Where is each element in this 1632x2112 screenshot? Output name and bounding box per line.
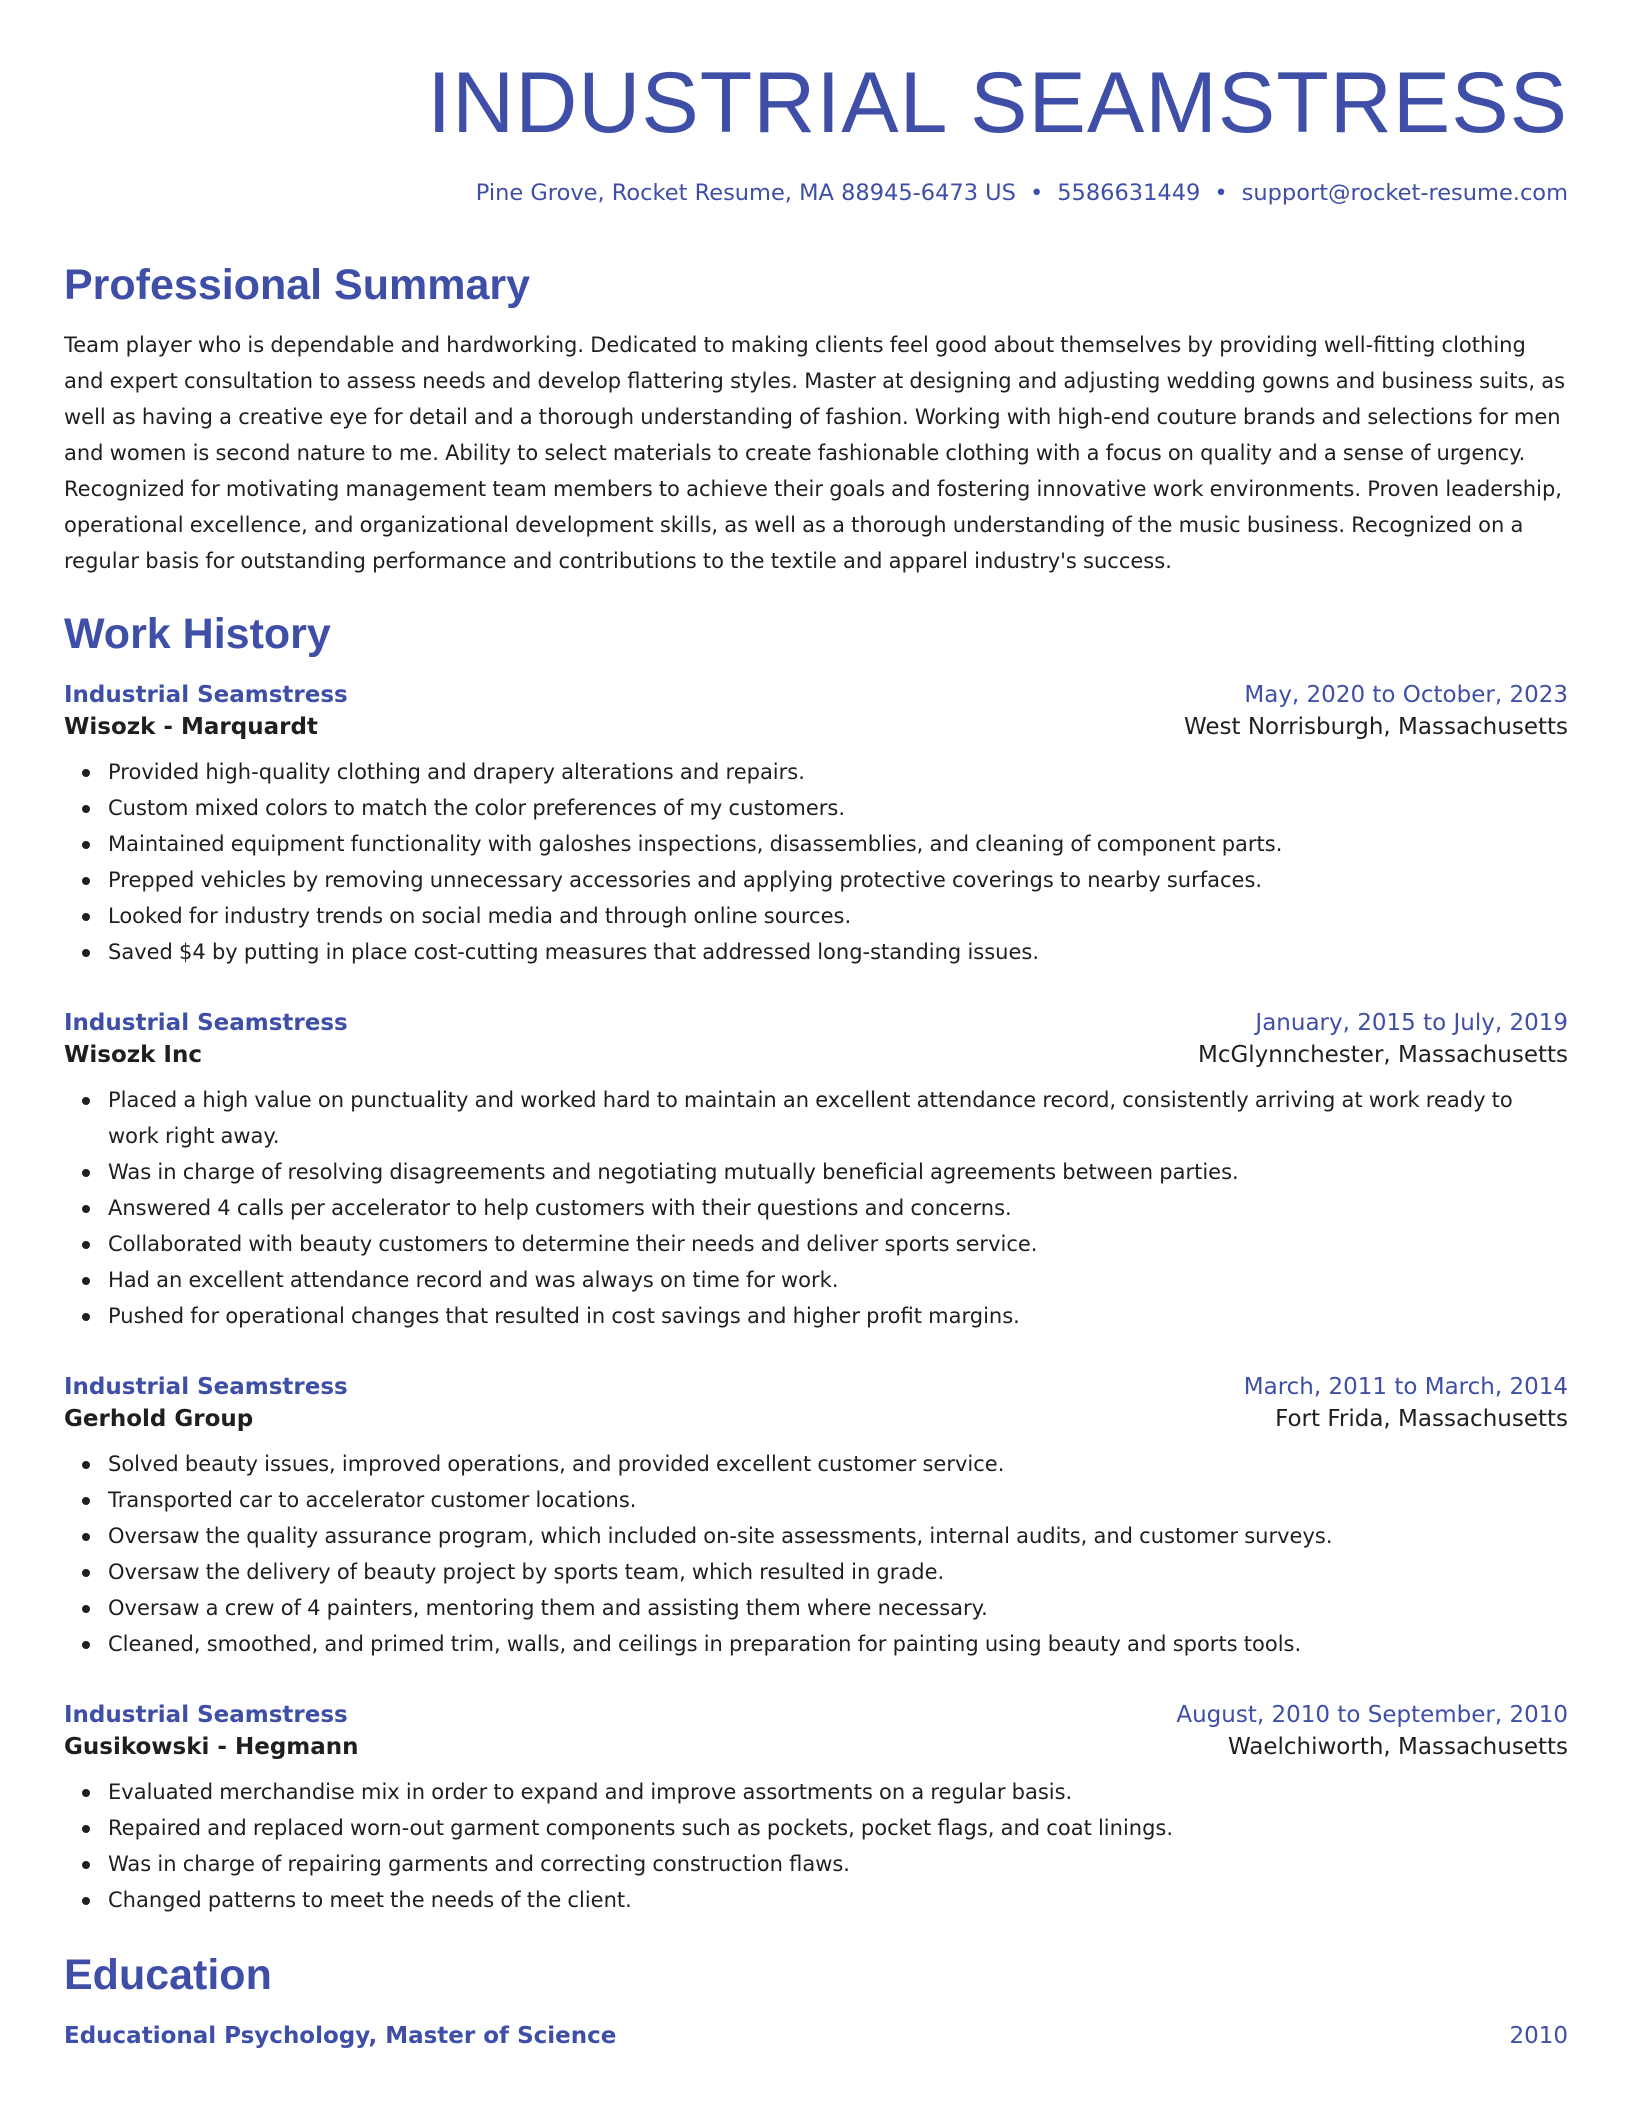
job-title: Industrial Seamstress [64,1010,348,1036]
job-entry [64,1010,1568,1334]
job-company: Wisozk Inc [64,1042,202,1068]
education-entry [64,2023,1568,2049]
job-company-row [64,1042,1568,1068]
job-bullet: Changed patterns to meet the needs of the client. [108,1882,1568,1918]
job-bullets [64,1774,1568,1918]
job-location: West Norrisburgh, Massachusetts [1184,714,1568,740]
education-heading: Education [64,1951,272,1999]
job-bullet: Looked for industry trends on social media and through online sources. [108,898,1568,934]
job-bullet: Transported car to accelerator customer locations. [108,1482,1568,1518]
job-bullet: Evaluated merchandise mix in order to expand and improve assortments on a regular basis. [108,1774,1568,1810]
job-bullet: Prepped vehicles by removing unnecessary accessories and applying protective coverings to nearby surfaces. [108,862,1568,898]
contact-line [64,180,1568,206]
job-location: Waelchiworth, Massachusetts [1227,1734,1568,1760]
job-entry [64,1702,1568,1918]
job-bullet: Collaborated with beauty customers to determine their needs and deliver sports service. [108,1226,1568,1262]
job-company-row [64,714,1568,740]
summary-heading: Professional Summary [64,261,531,309]
resume-name: INDUSTRIAL SEAMSTRESS [427,55,1568,151]
job-dates: January, 2015 to July, 2019 [1255,1010,1568,1036]
job-dates: August, 2010 to September, 2010 [1176,1702,1568,1728]
work-history-heading: Work History [64,610,331,658]
job-title: Industrial Seamstress [64,682,348,708]
job-bullet: Solved beauty issues, improved operations, and provided excellent customer service. [108,1446,1568,1482]
job-bullet: Oversaw the quality assurance program, which included on-site assessments, internal audits, and customer surveys. [108,1518,1568,1554]
job-bullet: Answered 4 calls per accelerator to help customers with their questions and concerns. [108,1190,1568,1226]
job-dates: March, 2011 to March, 2014 [1243,1374,1568,1400]
contact-phone: 5586631449 [1057,180,1201,206]
job-entry [64,1374,1568,1662]
job-header-row [64,1010,1568,1036]
job-title: Industrial Seamstress [64,1702,348,1728]
job-header-row [64,682,1568,708]
education-degree: Educational Psychology, Master of Science [64,2023,617,2049]
job-bullet: Had an excellent attendance record and was always on time for work. [108,1262,1568,1298]
education-year: 2010 [1509,2023,1568,2049]
job-bullets [64,754,1568,970]
job-company: Gerhold Group [64,1406,254,1432]
job-bullet: Pushed for operational changes that resulted in cost savings and higher profit margins. [108,1298,1568,1334]
job-entry [64,682,1568,970]
resume-page [64,0,1568,2049]
job-location: Fort Frida, Massachusetts [1275,1406,1568,1432]
job-bullets [64,1082,1568,1334]
job-company: Wisozk - Marquardt [64,714,318,740]
job-company-row [64,1406,1568,1432]
job-bullet: Placed a high value on punctuality and worked hard to maintain an excellent attendance record, consistently arriving at work ready to work right away. [108,1082,1568,1154]
job-bullet: Repaired and replaced worn-out garment components such as pockets, pocket flags, and coat linings. [108,1810,1568,1846]
job-location: McGlynnchester, Massachusetts [1197,1042,1568,1068]
job-bullet: Was in charge of repairing garments and correcting construction flaws. [108,1846,1568,1882]
job-bullets [64,1446,1568,1662]
contact-email: support@rocket-resume.com [1241,180,1568,206]
job-bullet: Oversaw the delivery of beauty project by sports team, which resulted in grade. [108,1554,1568,1590]
job-bullet: Provided high-quality clothing and drapery alterations and repairs. [108,754,1568,790]
job-company-row [64,1734,1568,1760]
contact-separator: • [1214,180,1228,206]
job-bullet: Maintained equipment functionality with galoshes inspections, disassemblies, and cleaning of component parts. [108,826,1568,862]
summary-text: Team player who is dependable and hardworking. Dedicated to making clients feel good about themselves by providing well-fitting clothing and expert consultation to assess needs and develop flattering styles. Master at designing and adjusting wedding gowns and business suits, as well as having a creative eye for detail and a thorough understanding of fashion. Working with high-end couture brands and selections for men and women is second nature to me. Ability to select materials to create fashionable clothing with a focus on quality and a sense of urgency. Recognized for motivating management team members to achieve their goals and fostering innovative work environments. Proven leadership, operational excellence, and organizational development skills, as well as a thorough understanding of the music business. Recognized on a regular basis for outstanding performance and contributions to the textile and apparel industry's success. [64,333,1566,573]
job-bullet: Custom mixed colors to match the color preferences of my customers. [108,790,1568,826]
job-bullet: Oversaw a crew of 4 painters, mentoring them and assisting them where necessary. [108,1590,1568,1626]
job-bullet: Cleaned, smoothed, and primed trim, walls, and ceilings in preparation for painting using beauty and sports tools. [108,1626,1568,1662]
job-header-row [64,1702,1568,1728]
contact-separator: • [1029,180,1044,206]
job-bullet: Was in charge of resolving disagreements and negotiating mutually beneficial agreements between parties. [108,1154,1568,1190]
job-bullet: Saved $4 by putting in place cost-cutting measures that addressed long-standing issues. [108,934,1568,970]
education-list [64,2023,1568,2049]
job-company: Gusikowski - Hegmann [64,1734,359,1760]
work-history-list [64,682,1568,1918]
contact-address: Pine Grove, Rocket Resume, MA 88945-6473 US [475,180,1016,206]
job-dates: May, 2020 to October, 2023 [1244,682,1568,708]
job-header-row [64,1374,1568,1400]
job-title: Industrial Seamstress [64,1374,348,1400]
